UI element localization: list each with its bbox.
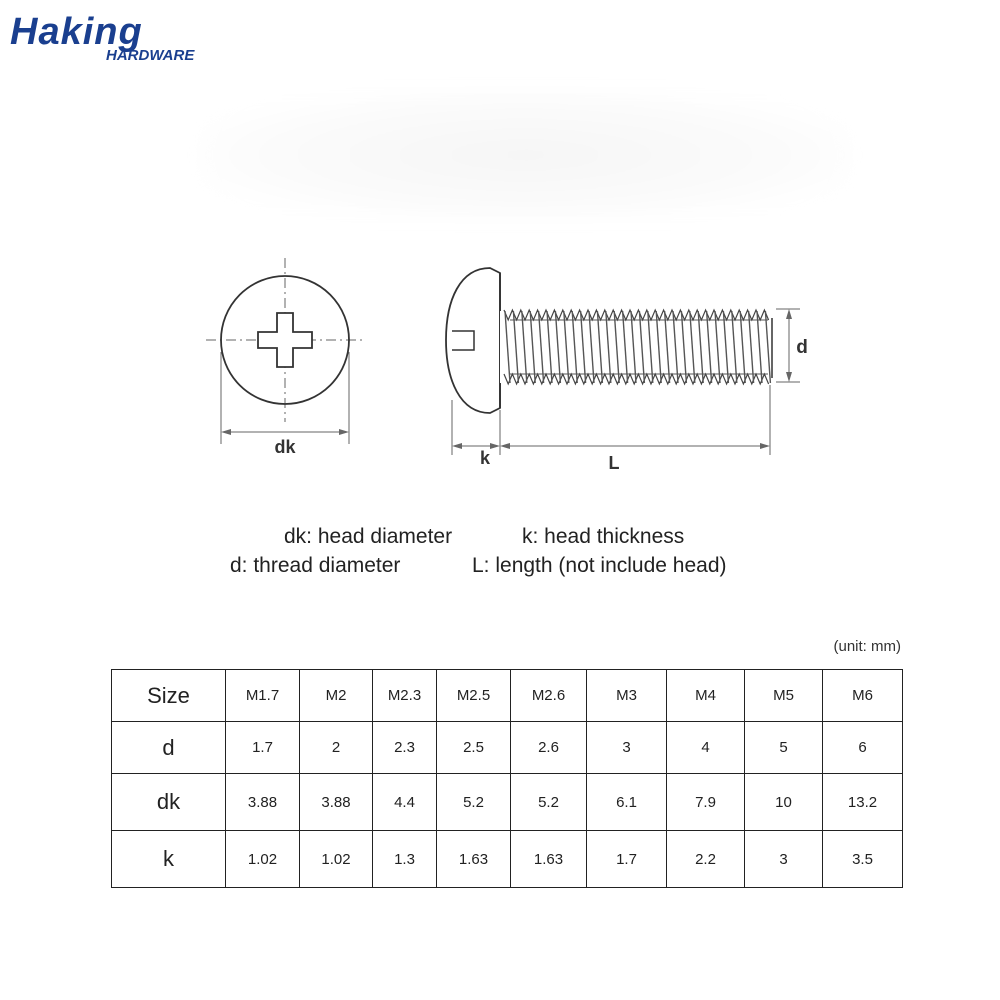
table-cell: 13.2 [823, 774, 903, 831]
table-row-size [112, 670, 903, 722]
table-cell: 10 [745, 774, 823, 831]
label-dk: dk [274, 437, 296, 457]
label-k: k [479, 448, 491, 468]
legend-dk: dk: head diameter [284, 525, 453, 548]
size-cell: M2.5 [437, 670, 511, 722]
legend-k: k: head thickness [522, 525, 685, 548]
legend-L: L: length (not include head) [472, 554, 727, 577]
table-cell: 3 [587, 722, 667, 774]
size-cell: M6 [823, 670, 903, 722]
spec-table [111, 669, 903, 888]
table-cell: 1.63 [511, 831, 587, 888]
table-cell: 1.02 [226, 831, 300, 888]
table-row-dk [112, 774, 903, 831]
row-label-size: Size [112, 670, 226, 722]
table-cell: 1.7 [226, 722, 300, 774]
table-row-d [112, 722, 903, 774]
label-L: L [608, 453, 620, 473]
unit-label: (unit: mm) [833, 638, 901, 655]
row-label-d: d [112, 722, 226, 774]
size-cell: M2 [300, 670, 373, 722]
table-cell: 3.88 [300, 774, 373, 831]
table-cell: 2.2 [667, 831, 745, 888]
table-cell: 4.4 [373, 774, 437, 831]
table-cell: 3.5 [823, 831, 903, 888]
label-d: d [796, 337, 808, 358]
screw-side-view [446, 268, 800, 455]
table-cell: 3.88 [226, 774, 300, 831]
table-cell: 7.9 [667, 774, 745, 831]
row-label-dk: dk [112, 774, 226, 831]
head-top-view [206, 258, 364, 444]
row-label-k: k [112, 831, 226, 888]
svg-text:HARDWARE: HARDWARE [106, 47, 195, 64]
table-cell: 4 [667, 722, 745, 774]
size-cell: M4 [667, 670, 745, 722]
legend-d: d: thread diameter [230, 554, 401, 577]
size-cell: M2.6 [511, 670, 587, 722]
table-cell: 5.2 [437, 774, 511, 831]
size-cell: M2.3 [373, 670, 437, 722]
table-cell: 2.6 [511, 722, 587, 774]
table-cell: 3 [745, 831, 823, 888]
size-cell: M5 [745, 670, 823, 722]
table-cell: 1.3 [373, 831, 437, 888]
table-cell: 1.02 [300, 831, 373, 888]
svg-text:Haking: Haking [10, 11, 143, 53]
table-row-k [112, 831, 903, 888]
table-cell: 1.7 [587, 831, 667, 888]
table-cell: 2.3 [373, 722, 437, 774]
size-cell: M1.7 [226, 670, 300, 722]
table-cell: 2 [300, 722, 373, 774]
table-cell: 2.5 [437, 722, 511, 774]
table-cell: 6 [823, 722, 903, 774]
table-cell: 6.1 [587, 774, 667, 831]
table-cell: 5.2 [511, 774, 587, 831]
table-cell: 1.63 [437, 831, 511, 888]
size-cell: M3 [587, 670, 667, 722]
table-cell: 5 [745, 722, 823, 774]
